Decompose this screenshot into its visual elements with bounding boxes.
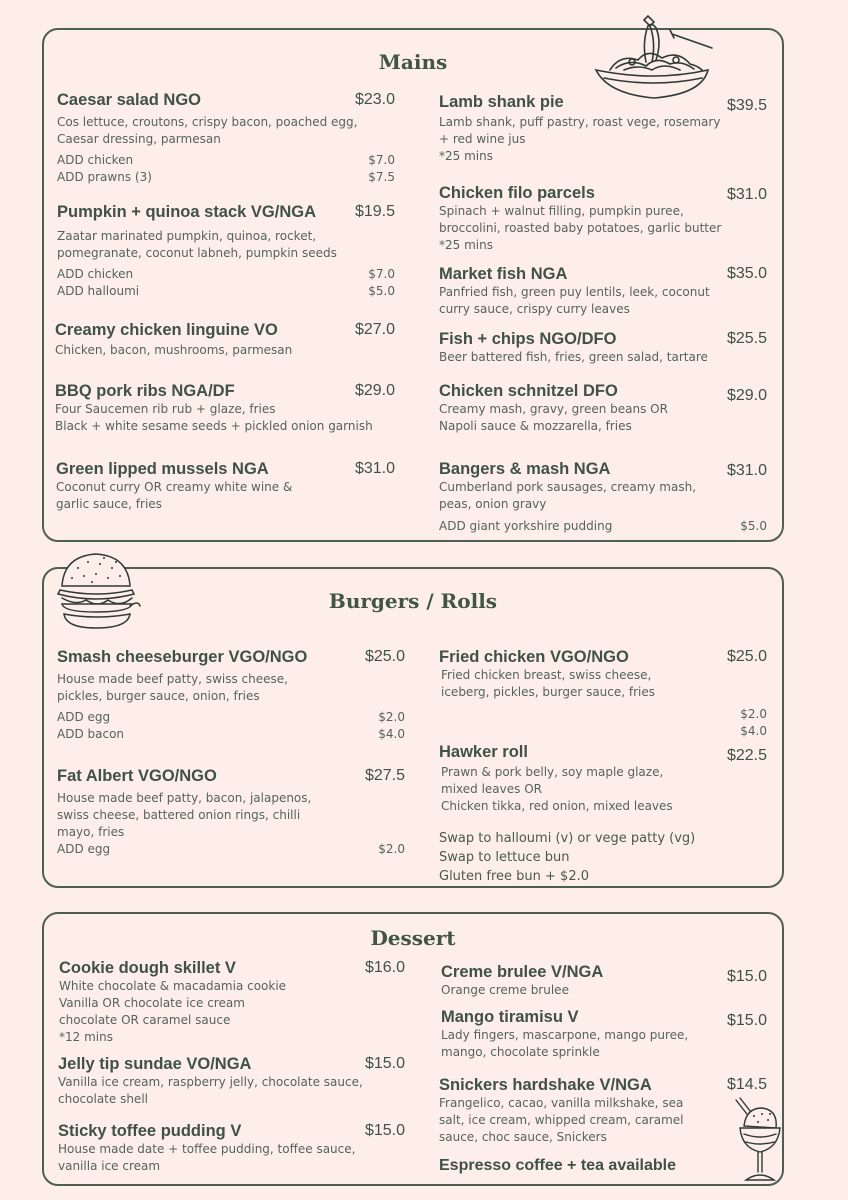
item-name: Creme brulee V/NGA <box>441 963 604 981</box>
menu-item-sticky-toffee-pudding <box>58 1121 405 1175</box>
addon-label: ADD chicken <box>57 153 134 167</box>
item-desc-line: pomegranate, coconut labneh, pumpkin seeds <box>57 246 337 260</box>
option-note: Swap to lettuce bun <box>439 850 570 865</box>
item-price: $39.5 <box>726 97 767 114</box>
addon-price: $5.0 <box>740 519 767 533</box>
item-desc-line: *25 mins <box>439 238 493 252</box>
item-price: $15.0 <box>364 1122 405 1139</box>
item-desc-line: *25 mins <box>439 149 493 163</box>
item-desc-line: Vanilla ice cream, raspberry jelly, chocolate sauce, <box>58 1075 363 1089</box>
addon-price: $5.0 <box>368 284 395 298</box>
item-desc-line: Four Saucemen rib rub + glaze, fries <box>55 402 276 416</box>
item-desc-line: mayo, fries <box>57 825 125 839</box>
item-name: Fried chicken VGO/NGO <box>439 648 629 666</box>
item-desc-line: Caesar dressing, parmesan <box>57 132 221 146</box>
mains-right-column <box>439 30 767 540</box>
menu-item-smash-cheeseburger <box>57 647 405 743</box>
item-price: $25.5 <box>726 330 767 347</box>
item-price: $19.5 <box>354 203 395 220</box>
addon-price: $4.0 <box>740 724 767 738</box>
addon-price: $7.5 <box>368 170 395 184</box>
item-desc-line: sauce, choc sauce, Snickers <box>439 1130 607 1144</box>
mains-section <box>42 28 784 542</box>
item-price: $14.5 <box>726 1076 767 1093</box>
item-desc-line: + red wine jus <box>439 132 526 146</box>
addon-price: $2.0 <box>378 842 405 856</box>
item-desc-line: Lady fingers, mascarpone, mango puree, <box>441 1028 689 1042</box>
menu-item-chicken-linguine <box>55 320 395 359</box>
menu-item-market-fish <box>439 264 767 318</box>
addon-row <box>57 841 405 858</box>
menu-item-pumpkin-stack <box>57 202 395 300</box>
addon-label: ADD halloumi <box>57 284 140 298</box>
item-name: Lamb shank pie <box>439 93 564 111</box>
option-note: Gluten free bun + $2.0 <box>439 869 589 884</box>
spaghetti-bowl-icon <box>590 12 720 102</box>
item-name: Fish + chips NGO/DFO <box>439 330 617 348</box>
item-price: $35.0 <box>726 265 767 282</box>
item-name: Jelly tip sundae VO/NGA <box>58 1055 252 1073</box>
item-desc-line: broccolini, roasted baby potatoes, garlic butter <box>439 221 722 235</box>
item-price: $27.0 <box>354 321 395 338</box>
addon-row <box>57 266 395 283</box>
item-price: $25.0 <box>364 648 405 665</box>
item-desc-line: Black + white sesame seeds + pickled onion garnish <box>55 419 373 433</box>
menu-item-creme-brulee <box>441 962 767 999</box>
item-desc-line: Cos lettuce, croutons, crispy bacon, poached egg, <box>57 115 358 129</box>
item-desc-line: Orange creme brulee <box>441 983 569 997</box>
menu-item-mango-tiramisu <box>441 1007 767 1061</box>
item-desc-line: Chicken, bacon, mushrooms, parmesan <box>55 343 293 357</box>
item-name: Hawker roll <box>439 743 528 761</box>
item-name: Sticky toffee pudding V <box>58 1122 242 1140</box>
addon-label: ADD egg <box>57 710 111 724</box>
burger-icon <box>56 550 142 632</box>
item-desc-line: Fried chicken breast, swiss cheese, <box>441 668 652 682</box>
menu-item-snickers-hardshake <box>439 1075 767 1146</box>
addon-row <box>439 518 767 535</box>
coffee-tea-note: Espresso coffee + tea available <box>439 1157 677 1174</box>
item-desc-line: garlic sauce, fries <box>56 497 162 511</box>
addon-label: ADD prawns (3) <box>57 170 152 184</box>
menu-item-bangers-mash <box>439 459 767 535</box>
mains-left-column <box>57 30 395 540</box>
menu-item-cookie-skillet <box>59 958 405 1046</box>
addon-price: $2.0 <box>740 707 767 721</box>
item-name: Snickers hardshake V/NGA <box>439 1076 652 1094</box>
item-price: $29.0 <box>726 387 767 404</box>
item-desc-line: mango, chocolate sprinkle <box>441 1045 600 1059</box>
item-desc-line: Cumberland pork sausages, creamy mash, <box>439 480 697 494</box>
item-desc-line: salt, ice cream, whipped cream, caramel <box>439 1113 684 1127</box>
item-name: Pumpkin + quinoa stack VG/NGA <box>57 203 317 221</box>
item-desc-line: Panfried fish, green puy lentils, leek, coconut <box>439 285 710 299</box>
item-desc-line: chocolate OR caramel sauce <box>59 1013 231 1027</box>
sundae-glass-icon <box>732 1096 784 1186</box>
addon-row <box>439 723 767 740</box>
item-price: $22.5 <box>726 747 767 764</box>
item-desc-line: Spinach + walnut filling, pumpkin puree, <box>439 204 684 218</box>
item-name: Cookie dough skillet V <box>59 959 236 977</box>
menu-item-chicken-schnitzel <box>439 381 767 435</box>
item-desc-line: Vanilla OR chocolate ice cream <box>59 996 245 1010</box>
menu-item-hawker-roll <box>439 742 767 815</box>
addon-row <box>439 706 767 723</box>
menu-item-chicken-filo <box>439 183 767 254</box>
item-desc-line: House made beef patty, bacon, jalapenos, <box>57 791 312 805</box>
item-desc-line: Chicken tikka, red onion, mixed leaves <box>441 799 673 813</box>
addon-row <box>57 726 405 743</box>
item-desc-line: *12 mins <box>59 1030 113 1044</box>
item-desc-line: Lamb shank, puff pastry, roast vege, rosemary <box>439 115 721 129</box>
item-desc-line: Creamy mash, gravy, green beans OR <box>439 402 668 416</box>
item-desc-line: Prawn & pork belly, soy maple glaze, <box>441 765 664 779</box>
item-desc-line: Frangelico, cacao, vanilla milkshake, sea <box>439 1096 684 1110</box>
item-price: $15.0 <box>726 968 767 985</box>
item-price: $29.0 <box>354 382 395 399</box>
item-desc-line: Napoli sauce & mozzarella, fries <box>439 419 632 433</box>
item-name: Bangers & mash NGA <box>439 460 611 478</box>
item-name: Fat Albert VGO/NGO <box>57 767 217 785</box>
item-name: BBQ pork ribs NGA/DF <box>55 382 235 400</box>
item-desc-line: Zaatar marinated pumpkin, quinoa, rocket, <box>57 229 317 243</box>
menu-item-caesar-salad <box>57 90 395 186</box>
addon-row <box>57 169 395 186</box>
item-price: $31.0 <box>726 186 767 203</box>
item-desc-line: Coconut curry OR creamy white wine & <box>56 480 293 494</box>
dessert-section <box>42 912 784 1186</box>
item-desc-line: chocolate shell <box>58 1092 148 1106</box>
item-name: Mango tiramisu V <box>441 1008 579 1026</box>
item-name: Chicken schnitzel DFO <box>439 382 618 400</box>
item-name: Market fish NGA <box>439 265 568 283</box>
addon-label: ADD bacon <box>57 727 125 741</box>
item-desc-line: Beer battered fish, fries, green salad, tartare <box>439 350 708 364</box>
item-name: Chicken filo parcels <box>439 184 595 202</box>
burgers-section <box>42 567 784 888</box>
item-desc-line: iceberg, pickles, burger sauce, fries <box>441 685 656 699</box>
addon-price: $4.0 <box>378 727 405 741</box>
item-desc-line: mixed leaves OR <box>441 782 542 796</box>
addon-row <box>57 283 395 300</box>
addon-row <box>57 709 405 726</box>
menu-item-green-mussels <box>56 459 395 513</box>
item-price: $23.0 <box>354 91 395 108</box>
burgers-title: Burgers / Rolls <box>328 589 498 613</box>
item-desc-line: House made date + toffee pudding, toffee sauce, <box>58 1142 356 1156</box>
item-price: $27.5 <box>364 767 405 784</box>
item-name: Smash cheeseburger VGO/NGO <box>57 648 308 666</box>
addon-price: $7.0 <box>368 267 395 281</box>
item-desc-line: House made beef patty, swiss cheese, <box>57 672 288 686</box>
item-desc-line: curry sauce, crispy curry leaves <box>439 302 630 316</box>
item-name: Creamy chicken linguine VO <box>55 321 278 339</box>
dessert-title: Dessert <box>370 926 456 950</box>
addon-label: ADD egg <box>57 842 111 856</box>
menu-item-fat-albert <box>57 766 405 858</box>
addon-label: ADD giant yorkshire pudding <box>439 519 613 533</box>
item-price: $31.0 <box>354 460 395 477</box>
mains-title: Mains <box>378 50 448 74</box>
item-name: Caesar salad NGO <box>57 91 201 109</box>
menu-item-bbq-pork-ribs <box>55 381 395 435</box>
burger-options-notes <box>439 829 767 886</box>
menu-item-fish-chips <box>439 329 767 366</box>
item-desc-line: peas, onion gravy <box>439 497 547 511</box>
item-price: $15.0 <box>364 1055 405 1072</box>
burgers-right-column <box>439 569 767 885</box>
addon-label: ADD chicken <box>57 267 134 281</box>
option-note: Swap to halloumi (v) or vege patty (vg) <box>439 831 696 846</box>
addon-price: $2.0 <box>378 710 405 724</box>
menu-item-fried-chicken <box>439 647 767 740</box>
dessert-right-column <box>441 914 767 1184</box>
menu-item-lamb-shank-pie <box>439 92 767 165</box>
item-price: $16.0 <box>364 959 405 976</box>
item-price: $31.0 <box>726 462 767 479</box>
dessert-left-column <box>59 914 405 1184</box>
item-desc-line: swiss cheese, battered onion rings, chilli <box>57 808 301 822</box>
item-desc-line: pickles, burger sauce, onion, fries <box>57 689 260 703</box>
addon-price: $7.0 <box>368 153 395 167</box>
menu-item-jelly-tip-sundae <box>58 1054 405 1108</box>
item-name: Green lipped mussels NGA <box>56 460 269 478</box>
addon-row <box>57 152 395 169</box>
item-price: $15.0 <box>726 1012 767 1029</box>
item-price: $25.0 <box>726 648 767 665</box>
item-desc-line: White chocolate & macadamia cookie <box>59 979 287 993</box>
item-desc-line: vanilla ice cream <box>58 1159 161 1173</box>
